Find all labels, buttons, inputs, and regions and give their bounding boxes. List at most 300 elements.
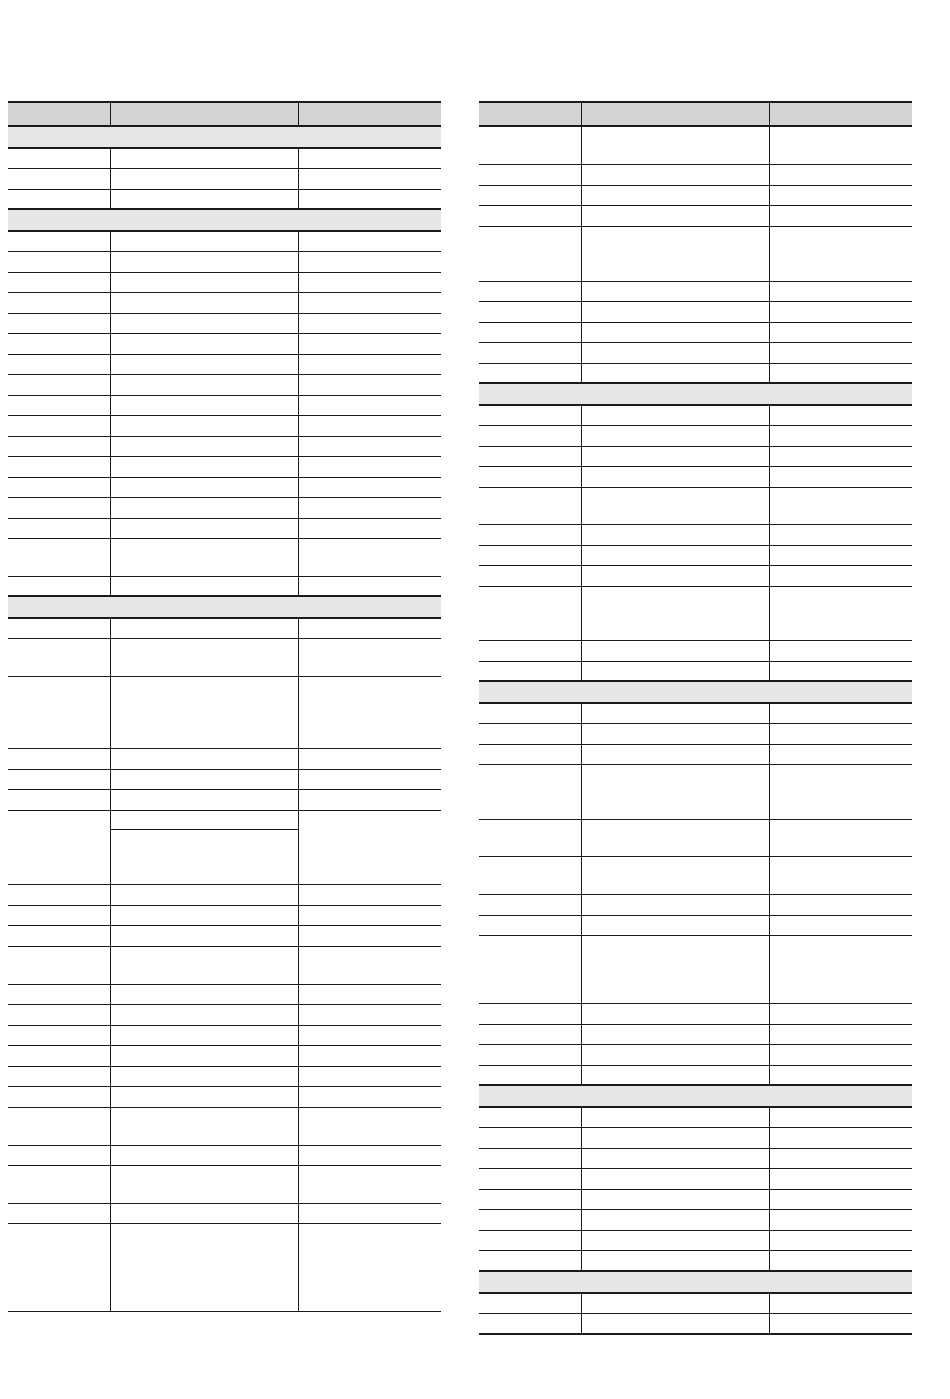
table-cell <box>581 1127 769 1148</box>
table-cell <box>479 764 581 819</box>
table-cell <box>8 333 110 354</box>
table-cell <box>298 231 441 251</box>
table-cell <box>110 1107 298 1145</box>
table-row <box>479 1127 912 1148</box>
table-cell <box>581 819 769 856</box>
table-cell <box>110 1223 298 1311</box>
table-cell <box>298 769 441 789</box>
table-cell <box>479 185 581 205</box>
right-table <box>479 101 912 1335</box>
header-cell-1 <box>479 102 581 126</box>
table-cell <box>769 126 912 164</box>
table-row <box>479 915 912 935</box>
section-row <box>479 1085 912 1107</box>
table-cell <box>769 405 912 425</box>
table-cell <box>769 1189 912 1209</box>
section-title <box>8 596 441 618</box>
table-cell <box>479 1189 581 1209</box>
table-cell <box>769 1313 912 1334</box>
table-cell <box>298 984 441 1004</box>
table-cell <box>8 789 110 810</box>
table-cell <box>581 565 769 586</box>
table-row <box>8 1025 441 1045</box>
table-cell <box>479 446 581 466</box>
table-row <box>479 205 912 226</box>
table-cell <box>479 466 581 487</box>
table-cell <box>769 661 912 681</box>
table-row <box>8 810 441 829</box>
table-row <box>479 322 912 342</box>
table-cell <box>8 148 110 168</box>
table-cell <box>8 436 110 456</box>
table-cell <box>581 205 769 226</box>
table-cell <box>581 1250 769 1271</box>
table-cell <box>479 915 581 935</box>
table-cell <box>581 586 769 640</box>
table-row <box>479 1044 912 1065</box>
table-row <box>479 661 912 681</box>
table-cell <box>8 884 110 905</box>
table-cell <box>8 618 110 638</box>
table-cell <box>769 425 912 446</box>
table-row <box>479 1065 912 1085</box>
table-cell <box>769 226 912 281</box>
table-cell <box>769 1127 912 1148</box>
table-cell <box>769 466 912 487</box>
table-cell <box>581 1189 769 1209</box>
table-row <box>479 1107 912 1127</box>
table-row <box>479 281 912 301</box>
left-table-column <box>8 101 441 1312</box>
table-cell <box>479 425 581 446</box>
table-row <box>8 1086 441 1107</box>
table-row <box>8 576 441 596</box>
table-cell <box>8 354 110 374</box>
table-row <box>8 1223 441 1311</box>
table-cell <box>769 342 912 363</box>
table-cell <box>581 856 769 894</box>
table-cell <box>769 281 912 301</box>
table-cell <box>479 545 581 565</box>
table-cell <box>479 1168 581 1189</box>
table-cell <box>298 456 441 477</box>
table-cell <box>479 322 581 342</box>
table-cell <box>479 301 581 322</box>
table-cell <box>479 487 581 524</box>
table-cell <box>8 415 110 436</box>
table-header-row <box>8 102 441 126</box>
table-cell <box>8 1025 110 1045</box>
table-cell <box>298 576 441 596</box>
table-cell <box>769 856 912 894</box>
table-cell <box>8 477 110 497</box>
table-cell <box>479 586 581 640</box>
table-cell <box>581 894 769 915</box>
table-row <box>479 744 912 764</box>
table-cell <box>8 576 110 596</box>
table-cell <box>110 189 298 209</box>
table-row <box>479 126 912 164</box>
table-row <box>8 189 441 209</box>
table-row <box>8 436 441 456</box>
table-cell <box>581 545 769 565</box>
table-cell <box>581 281 769 301</box>
table-row <box>479 1313 912 1334</box>
table-cell <box>110 769 298 789</box>
table-row <box>479 640 912 661</box>
table-cell <box>479 342 581 363</box>
table-cell <box>479 819 581 856</box>
table-cell <box>298 925 441 946</box>
table-row <box>479 446 912 466</box>
table-cell <box>110 1066 298 1086</box>
table-row <box>8 354 441 374</box>
right-table-column <box>479 101 912 1335</box>
table-cell <box>769 1024 912 1044</box>
table-row <box>479 185 912 205</box>
table-cell <box>110 1004 298 1025</box>
table-cell <box>769 322 912 342</box>
table-cell <box>110 168 298 189</box>
table-cell <box>479 363 581 383</box>
table-cell <box>769 205 912 226</box>
table-cell <box>8 313 110 333</box>
table-cell <box>479 856 581 894</box>
table-row <box>8 1004 441 1025</box>
table-cell <box>298 354 441 374</box>
table-cell <box>8 1203 110 1223</box>
table-cell <box>298 189 441 209</box>
table-cell <box>298 1203 441 1223</box>
table-cell <box>479 703 581 723</box>
table-cell <box>110 576 298 596</box>
table-cell <box>769 565 912 586</box>
table-cell <box>110 1145 298 1165</box>
header-cell-3 <box>298 102 441 126</box>
section-row <box>8 126 441 148</box>
table-cell <box>769 723 912 744</box>
section-title <box>479 1271 912 1293</box>
table-row <box>8 1066 441 1086</box>
table-cell <box>8 497 110 518</box>
table-row <box>479 1003 912 1024</box>
table-cell <box>110 1086 298 1107</box>
table-cell <box>581 524 769 545</box>
table-cell <box>8 1086 110 1107</box>
table-cell <box>8 168 110 189</box>
table-cell <box>298 1004 441 1025</box>
table-cell <box>581 764 769 819</box>
table-cell <box>581 744 769 764</box>
table-cell <box>479 935 581 1003</box>
table-cell <box>298 477 441 497</box>
table-row <box>479 425 912 446</box>
table-row <box>8 1107 441 1145</box>
table-row <box>479 487 912 524</box>
table-row <box>479 545 912 565</box>
table-cell <box>8 292 110 313</box>
table-cell <box>479 1230 581 1250</box>
table-row <box>479 1209 912 1230</box>
table-row <box>8 518 441 538</box>
table-row <box>8 272 441 292</box>
table-cell <box>581 703 769 723</box>
table-cell <box>110 251 298 272</box>
section-title <box>8 209 441 231</box>
table-row <box>8 148 441 168</box>
table-row <box>8 292 441 313</box>
table-cell <box>298 905 441 925</box>
table-cell <box>581 185 769 205</box>
table-cell <box>581 915 769 935</box>
table-cell <box>769 894 912 915</box>
table-cell <box>298 292 441 313</box>
table-row <box>479 342 912 363</box>
table-row <box>479 1148 912 1168</box>
table-row <box>479 1293 912 1313</box>
table-row <box>8 477 441 497</box>
table-cell <box>581 640 769 661</box>
table-cell <box>298 436 441 456</box>
table-cell <box>298 395 441 415</box>
table-cell <box>769 487 912 524</box>
table-cell <box>479 205 581 226</box>
table-cell <box>581 342 769 363</box>
table-cell <box>8 456 110 477</box>
table-cell <box>8 231 110 251</box>
table-cell <box>8 925 110 946</box>
table-row <box>8 618 441 638</box>
table-cell <box>769 524 912 545</box>
table-row <box>479 723 912 744</box>
table-cell <box>581 226 769 281</box>
table-cell <box>298 884 441 905</box>
table-row <box>479 819 912 856</box>
table-cell <box>581 322 769 342</box>
table-cell <box>298 946 441 984</box>
table-cell <box>110 436 298 456</box>
table-row <box>8 638 441 676</box>
table-cell <box>110 374 298 395</box>
table-header-row <box>479 102 912 126</box>
table-cell <box>8 1045 110 1066</box>
table-cell <box>298 810 441 884</box>
table-cell <box>8 984 110 1004</box>
table-cell <box>479 1107 581 1127</box>
table-row <box>479 1250 912 1271</box>
table-cell <box>769 1003 912 1024</box>
table-row <box>8 1203 441 1223</box>
table-cell <box>581 487 769 524</box>
table-cell <box>110 789 298 810</box>
table-cell <box>581 1313 769 1334</box>
table-cell <box>581 1003 769 1024</box>
table-cell <box>110 231 298 251</box>
table-row <box>8 946 441 984</box>
table-cell <box>581 1209 769 1230</box>
table-cell <box>298 333 441 354</box>
table-cell <box>769 363 912 383</box>
table-cell <box>581 1065 769 1085</box>
table-cell <box>479 405 581 425</box>
table-cell <box>769 915 912 935</box>
table-cell <box>479 1250 581 1271</box>
left-table <box>8 101 441 1312</box>
table-cell <box>110 354 298 374</box>
table-cell <box>769 545 912 565</box>
table-cell <box>769 744 912 764</box>
table-cell <box>769 819 912 856</box>
table-cell <box>479 640 581 661</box>
table-cell <box>298 251 441 272</box>
table-cell <box>8 272 110 292</box>
section-row <box>8 596 441 618</box>
table-cell <box>298 1045 441 1066</box>
table-cell <box>110 456 298 477</box>
table-cell <box>110 1165 298 1203</box>
table-cell <box>769 446 912 466</box>
section-title <box>8 126 441 148</box>
header-cell-1 <box>8 102 110 126</box>
table-row <box>8 1165 441 1203</box>
table-row <box>479 1024 912 1044</box>
table-cell <box>769 586 912 640</box>
table-row <box>479 466 912 487</box>
header-cell-3 <box>769 102 912 126</box>
table-cell <box>110 292 298 313</box>
table-cell <box>110 415 298 436</box>
table-row <box>8 456 441 477</box>
table-cell <box>479 1127 581 1148</box>
table-cell <box>581 1148 769 1168</box>
table-row <box>479 1230 912 1250</box>
table-cell <box>8 638 110 676</box>
table-cell <box>581 935 769 1003</box>
table-row <box>479 856 912 894</box>
table-cell <box>581 1044 769 1065</box>
section-row <box>479 681 912 703</box>
table-cell <box>581 446 769 466</box>
table-cell <box>110 810 298 829</box>
table-cell <box>479 1003 581 1024</box>
table-row <box>8 168 441 189</box>
table-row <box>479 226 912 281</box>
table-row <box>8 748 441 769</box>
table-cell <box>298 789 441 810</box>
table-cell <box>298 1107 441 1145</box>
table-cell <box>298 374 441 395</box>
table-cell <box>8 251 110 272</box>
table-row <box>479 1168 912 1189</box>
table-row <box>479 164 912 185</box>
table-row <box>8 497 441 518</box>
table-cell <box>8 395 110 415</box>
table-cell <box>298 618 441 638</box>
table-cell <box>110 638 298 676</box>
table-cell <box>769 1107 912 1127</box>
table-cell <box>110 1203 298 1223</box>
table-row <box>479 301 912 322</box>
table-cell <box>298 272 441 292</box>
table-row <box>8 984 441 1004</box>
table-cell <box>479 744 581 764</box>
table-cell <box>298 1086 441 1107</box>
table-cell <box>8 374 110 395</box>
table-row <box>479 565 912 586</box>
table-row <box>8 1045 441 1066</box>
table-cell <box>298 518 441 538</box>
table-cell <box>110 395 298 415</box>
table-cell <box>581 1168 769 1189</box>
table-row <box>8 789 441 810</box>
table-cell <box>479 1044 581 1065</box>
table-cell <box>8 1165 110 1203</box>
table-cell <box>769 703 912 723</box>
section-title <box>479 383 912 405</box>
table-cell <box>110 905 298 925</box>
table-cell <box>298 538 441 576</box>
table-cell <box>8 946 110 984</box>
table-cell <box>298 168 441 189</box>
table-cell <box>298 748 441 769</box>
table-cell <box>298 148 441 168</box>
table-cell <box>8 1066 110 1086</box>
table-cell <box>479 1148 581 1168</box>
table-cell <box>479 661 581 681</box>
table-row <box>8 415 441 436</box>
table-cell <box>479 723 581 744</box>
table-cell <box>769 1250 912 1271</box>
table-cell <box>769 1230 912 1250</box>
table-cell <box>110 618 298 638</box>
table-cell <box>479 1293 581 1313</box>
table-cell <box>769 164 912 185</box>
table-cell <box>8 538 110 576</box>
table-cell <box>8 810 110 884</box>
table-cell <box>110 884 298 905</box>
table-row <box>479 524 912 545</box>
table-cell <box>298 1066 441 1086</box>
table-cell <box>110 518 298 538</box>
table-cell <box>110 313 298 333</box>
table-cell <box>581 661 769 681</box>
table-cell <box>769 1293 912 1313</box>
table-cell <box>769 1168 912 1189</box>
table-cell <box>110 148 298 168</box>
table-row <box>479 405 912 425</box>
table-cell <box>479 1209 581 1230</box>
table-row <box>8 884 441 905</box>
table-row <box>8 251 441 272</box>
table-cell <box>8 1145 110 1165</box>
table-cell <box>769 185 912 205</box>
table-cell <box>479 524 581 545</box>
table-cell <box>8 1004 110 1025</box>
table-cell <box>769 1209 912 1230</box>
section-title <box>479 1085 912 1107</box>
table-cell <box>8 676 110 748</box>
table-cell <box>8 189 110 209</box>
table-row <box>8 313 441 333</box>
table-row <box>8 905 441 925</box>
table-cell <box>581 1293 769 1313</box>
table-row <box>479 703 912 723</box>
table-row <box>8 538 441 576</box>
table-cell <box>110 272 298 292</box>
table-row <box>8 769 441 789</box>
table-cell <box>581 723 769 744</box>
table-cell <box>479 1313 581 1334</box>
